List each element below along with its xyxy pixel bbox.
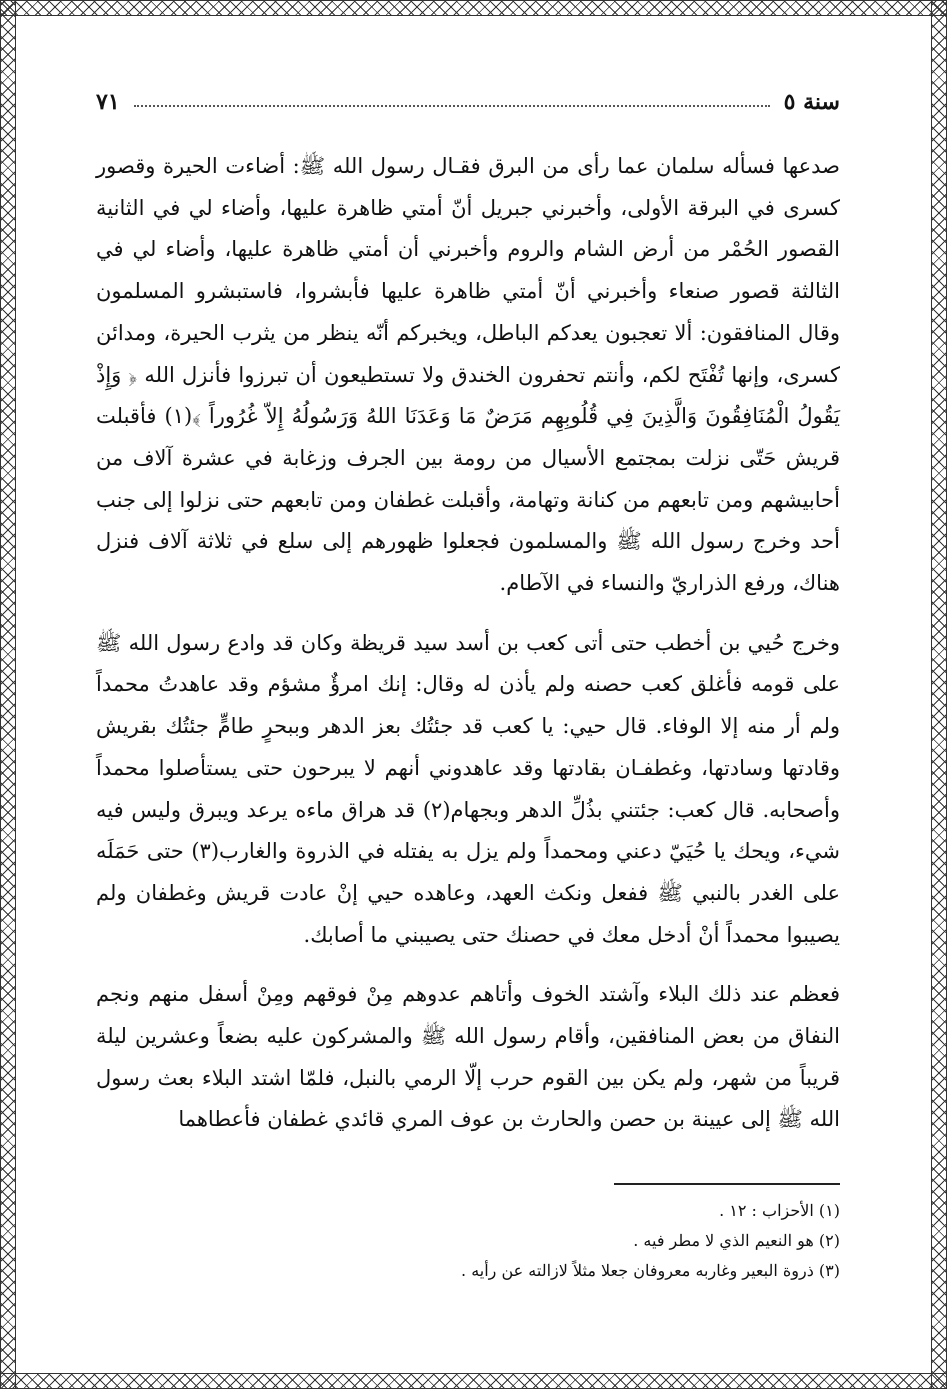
running-header xyxy=(96,82,840,122)
footnote-2: (٢) هو النعيم الذي لا مطر فيه . xyxy=(633,1231,840,1250)
ornamental-border-left xyxy=(0,0,16,1389)
header-dotted-leader xyxy=(134,105,770,107)
ornamental-border-bottom xyxy=(0,1373,947,1389)
running-title: سنة ٥ xyxy=(783,89,840,115)
footnotes xyxy=(96,1196,840,1286)
footnote-3: (٣) ذروة البعير وغاربه معروفان جعلا مثلاً لازالته عن رأيه . xyxy=(461,1261,840,1280)
footnote-separator xyxy=(614,1183,840,1185)
footnote-1: (١) الأحزاب : ١٢ . xyxy=(719,1201,840,1220)
main-text xyxy=(96,146,840,1141)
paragraph-2: وخرج حُيي بن أخطب حتى أتى كعب بن أسد سيد قريظة وكان قد وادع رسول الله ﷺ على قومه فأغلق كعب حصنه ولم يأذن له وقال: إنك امرؤٌ مشؤم وقد عاهدتُ محمداً ولم أر منه إلا الوفاء. قال حيي: يا كعب قد جئتُك بعز الدهر وببحرٍ طامٍّ جئتُك بقريش وقادتها وسادتها، وغطفـان بقادتها وقد عاهدوني أنهم لا يبرحون حتى يستأصلوا محمداً وأصحابه. قال كعب: جئتني بذُلِّ الدهر وبجهام(٢) قد هراق ماءه يرعد ويبرق وليس فيه شيء، ويحك يا حُيَيّ دعني ومحمداً ولم يزل به يفتله في الذروة والغارب(٣) حتى حَمَلَه على الغدر بالنبي ﷺ ففعل ونكث العهد، وعاهده حيي إنْ عادت قريش وغطفان ولم يصيبوا محمداً أنْ أدخل معك في حصنك حتى يصيبني ما أصابك. xyxy=(96,630,840,947)
ornamental-border-top xyxy=(0,0,947,16)
paragraph-3: فعظم عند ذلك البلاء وآشتد الخوف وأتاهم عدوهم مِنْ فوقهم ومِنْ أسفل منهم ونجم النفاق من بعض المنافقين، وأقام رسول الله ﷺ والمشركون عليه بضعاً وعشرين ليلة قريباً من شهر، ولم يكن بين القوم حرب إلّا الرمي بالنبل، فلمّا اشتد البلاء بعث رسول الله ﷺ إلى عيينة بن حصن والحارث بن عوف المري قائدي غطفان فأعطاهما xyxy=(96,982,840,1132)
paragraph-1: صدعها فسأله سلمان عما رأى من البرق فقـال رسول الله ﷺ: أضاءت الحيرة وقصور كسرى في البرقة الأولى، وأخبرني جبريل أنّ أمتي ظاهرة عليها، وأضاء لي في الثانية القصور الحُمْر من أرض الشام والروم وأخبرني أن أمتي ظاهرة عليها، وأضاء لي في الثالثة قصور صنعاء وأخبرني أنّ أمتي ظاهرة عليها فأبشروا، فاستبشرو المسلمون وقال المنافقون: ألا تعجبون يعدكم الباطل، ويخبركم أنّه ينظر من يثرب الحيرة، ومدائن كسرى، وإنها تُفْتَح لكم، وأنتم تحفرون الخندق ولا تستطيعون أن تبرزوا فأنزل الله ﴿ وَإِذْ يَقُولُ الْمُنَافِقُونَ وَالَّذِينَ فِي قُلُوبِهِم مَرَضٌ مَا وَعَدَنَا اللهُ وَرَسُولُهُ إِلاّ غُرُوراً ﴾(١) فأقبلت قريش حَتّى نزلت بمجتمع الأسيال من رومة بين الجرف وزغابة في عشرة آلاف من أحابيشهم ومن تابعهم من كنانة وتهامة، وأقبلت غطفان ومن تابعهم حتى نزلوا إلى جنب أحد وخرج رسول الله ﷺ والمسلمون فجعلوا ظهورهم إلى سلع في ثلاثة آلاف فنزل هناك، ورفع الذراريّ والنساء في الآطام. xyxy=(96,154,840,596)
page-number: ٧١ xyxy=(96,89,120,115)
ornamental-border-right xyxy=(931,0,947,1389)
